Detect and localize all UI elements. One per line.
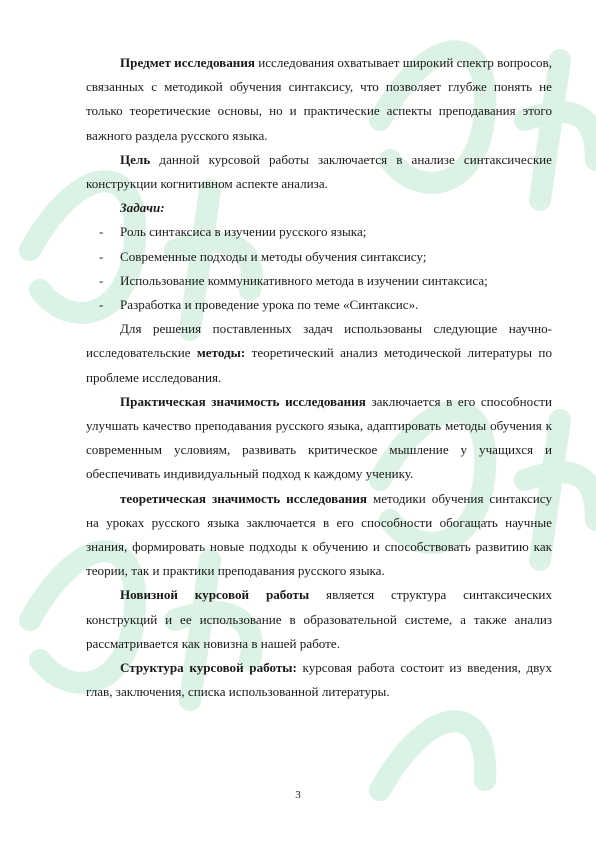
methods-text-before: Для решения поставленных задач использованы следующие научно-исследовательские <box>86 321 552 361</box>
goal-text: данной курсовой работы заключается в анализе синтаксические конструкции когнитивном аспекте анализа. <box>86 151 552 192</box>
theoretical-text: методики обучения синтаксису на уроках русского языка заключается в его способности обогащать научные знания, формировать новые подходы к обучению и способствовать развитию как теории, так и практики преподавания русского языка. <box>86 490 552 579</box>
page-number: 3 <box>295 789 301 801</box>
task-item <box>86 293 552 317</box>
tasks-list <box>86 220 552 317</box>
structure-heading: Структура курсовой работы: <box>120 660 297 676</box>
paragraph-theoretical <box>86 487 552 584</box>
task-text: Разработка и проведение урока по теме «Синтаксис». <box>120 297 419 313</box>
novelty-heading: Новизной курсовой работы <box>120 587 310 603</box>
paragraph-goal <box>86 148 552 196</box>
dash-bullet-icon: - <box>99 272 104 288</box>
paragraph-structure <box>86 656 552 704</box>
task-item <box>86 220 552 244</box>
dash-bullet-icon: - <box>99 224 104 240</box>
paragraph-subject <box>86 51 552 148</box>
subject-heading: Предмет исследования <box>120 55 255 70</box>
task-text: Использование коммуникативного метода в изучении синтаксиса; <box>120 272 488 288</box>
task-text: Роль синтаксиса в изучении русского языка; <box>120 224 367 240</box>
goal-heading: Цель <box>120 151 151 167</box>
tasks-heading: Задачи: <box>120 200 165 216</box>
paragraph-practical <box>86 390 552 487</box>
task-item <box>86 269 552 293</box>
methods-text-after: теоретический анализ методической литературы по проблеме исследования. <box>86 345 552 385</box>
paragraph-methods <box>86 317 552 390</box>
dash-bullet-icon: - <box>99 297 104 313</box>
structure-text: курсовая работа состоит из введения, двух глав, заключения, списка использованной литературы. <box>86 660 552 700</box>
dash-bullet-icon: - <box>99 248 104 264</box>
methods-heading: методы: <box>196 345 246 361</box>
paragraph-novelty <box>86 583 552 656</box>
practical-heading: Практическая значимость исследования <box>120 393 366 409</box>
practical-text: заключается в его способности улучшать качество преподавания русского языка, адаптировать методы обучения к современным условиям, развивать критическое мышление у учащихся и обеспечивать индивидуальный подход к каждому ученику. <box>86 393 552 482</box>
document-body <box>86 51 552 704</box>
subject-text: исследования охватывает широкий спектр вопросов, связанных с методикой обучения синтаксису, что позволяет глубже понять не только теоретические основы, но и практические аспекты преподавания этого важного раздела русского языка. <box>86 55 553 143</box>
theoretical-heading: теоретическая значимость исследования <box>120 490 367 506</box>
task-item <box>86 245 552 269</box>
task-text: Современные подходы и методы обучения синтаксису; <box>120 248 427 264</box>
novelty-text: является структура синтаксических конструкций и ее использование в образовательной системе, а также анализ рассматривается как новизна в нашей работе. <box>86 587 552 651</box>
